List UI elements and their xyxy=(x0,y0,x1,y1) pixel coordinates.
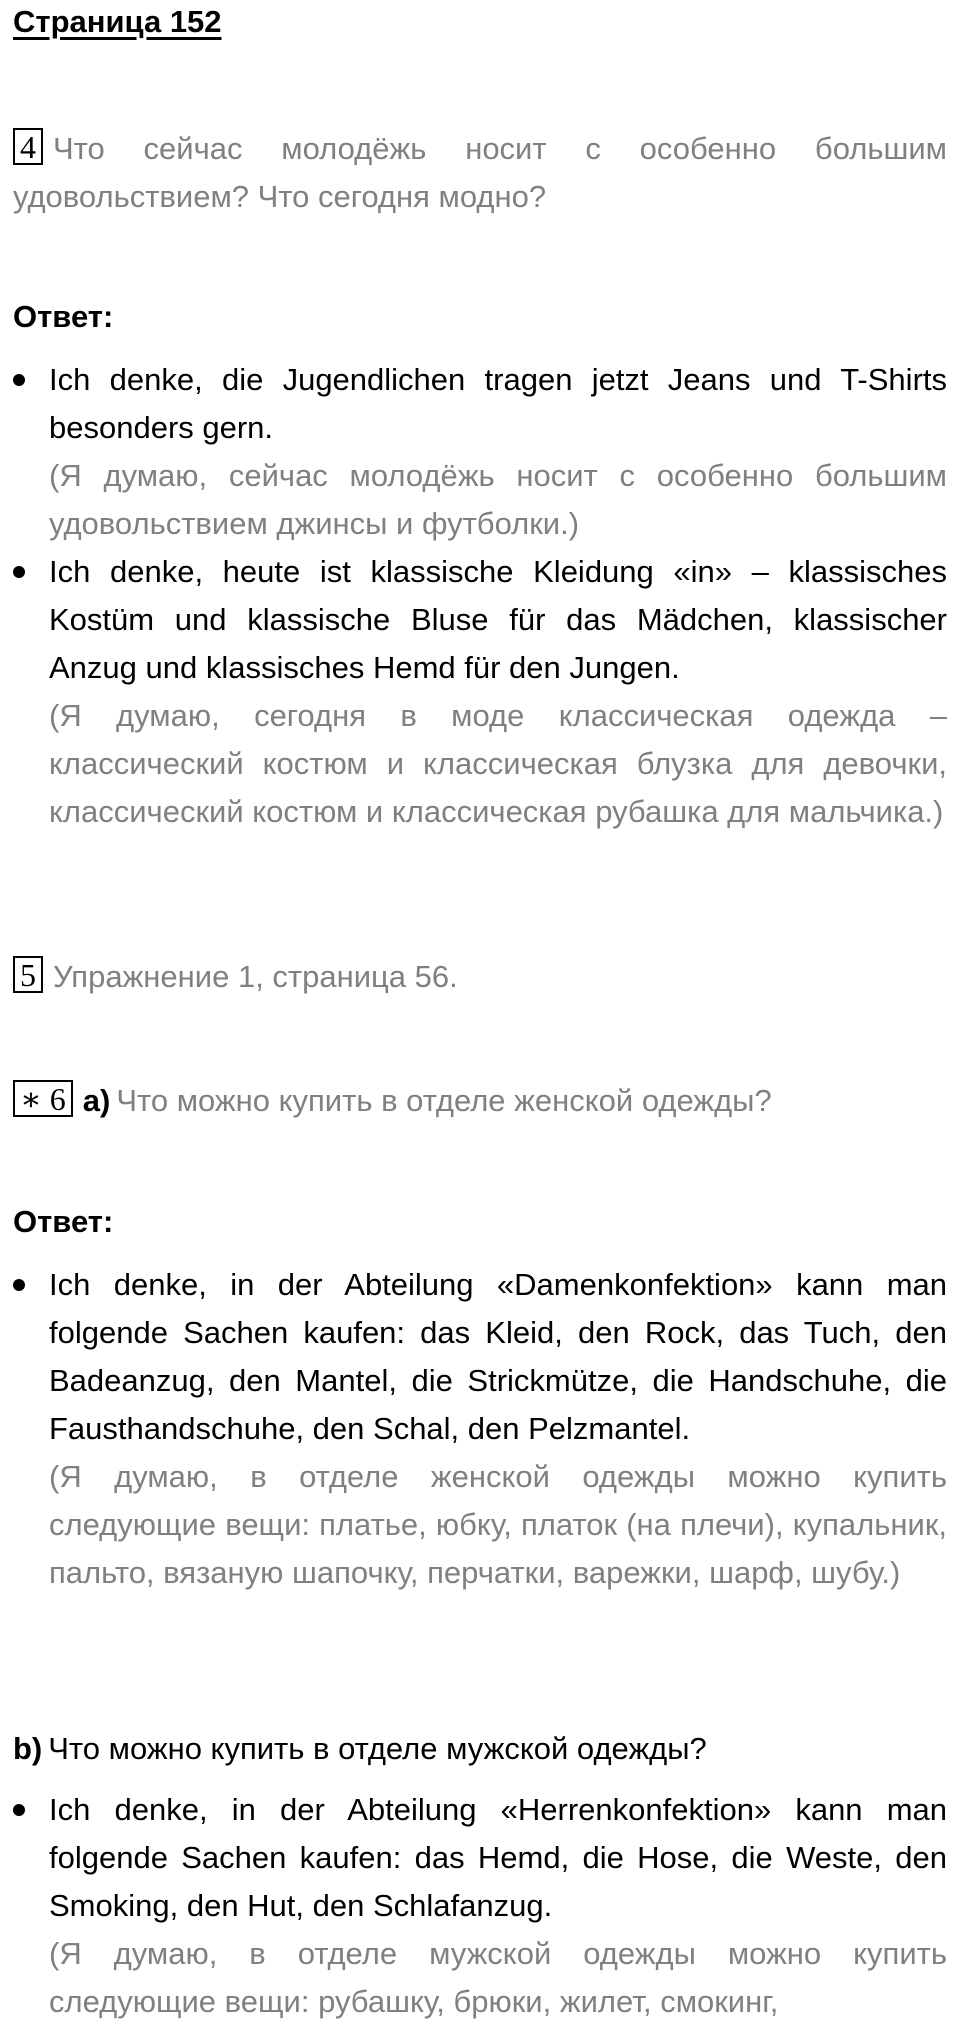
question-text: Что сейчас молодёжь носит с особенно большим удовольствием? Что сегодня модно? xyxy=(13,131,947,214)
question-6b xyxy=(13,1725,947,1773)
question-text: Что можно купить в отделе женской одежды? xyxy=(116,1083,772,1118)
answer-label: Ответ: xyxy=(13,299,114,334)
question-5 xyxy=(13,953,947,1001)
german-answer: Ich denke, in der Abteilung «Herrenkonfektion» kann man folgende Sachen kaufen: das Hemd, die Hose, die Weste, den Smoking, den Hut, den Schlafanzug. xyxy=(49,1792,947,1923)
bullet-icon xyxy=(13,1804,25,1816)
question-number-box: 4 xyxy=(13,128,43,165)
question-number-box: 5 xyxy=(13,956,43,993)
german-answer: Ich denke, in der Abteilung «Damenkonfektion» kann man folgende Sachen kaufen: das Kleid, den Rock, das Tuch, den Badeanzug, den Mantel, die Strickmütze, die Handschuhe, die Fausthandschuhe, den Schal, den Pelzmantel. xyxy=(49,1267,947,1446)
bullet-icon xyxy=(13,1279,25,1291)
question-6a xyxy=(13,1077,947,1125)
german-answer: Ich denke, die Jugendlichen tragen jetzt Jeans und T-Shirts besonders gern. xyxy=(49,362,947,445)
german-answer: Ich denke, heute ist klassische Kleidung «in» – klassisches Kostüm und klassische Bluse für das Mädchen, klassischer Anzug und klassisches Hemd für den Jungen. xyxy=(49,554,947,685)
page-title: Страница 152 xyxy=(13,4,222,39)
part-a-label: a) xyxy=(82,1083,111,1118)
russian-translation: (Я думаю, в отделе мужской одежды можно купить следующие вещи: рубашку, брюки, жилет, смокинг, xyxy=(49,1936,947,2019)
russian-translation: (Я думаю, в отделе женской одежды можно купить следующие вещи: платье, юбку, платок (на плечи), купальник, пальто, вязаную шапочку, перчатки, варежки, шарф, шубу.) xyxy=(49,1459,947,1590)
list-item xyxy=(13,548,947,836)
question-number-box: ∗ 6 xyxy=(13,1080,73,1117)
answer-label: Ответ: xyxy=(13,1204,114,1239)
answer-list xyxy=(13,1786,947,2026)
list-item xyxy=(13,1261,947,1597)
russian-translation: (Я думаю, сегодня в моде классическая одежда – классический костюм и классическая блузка для девочки, классический костюм и классическая рубашка для мальчика.) xyxy=(49,698,947,829)
answer-list xyxy=(13,1261,947,1597)
answer-list xyxy=(13,356,947,836)
bullet-icon xyxy=(13,374,25,386)
russian-translation: (Я думаю, сейчас молодёжь носит с особенно большим удовольствием джинсы и футболки.) xyxy=(49,458,947,541)
bullet-icon xyxy=(13,566,25,578)
question-4 xyxy=(13,125,947,221)
question-text: Упражнение 1, страница 56. xyxy=(53,959,458,994)
list-item xyxy=(13,356,947,548)
list-item xyxy=(13,1786,947,2026)
question-text: Что можно купить в отделе мужской одежды? xyxy=(48,1731,707,1766)
part-b-label: b) xyxy=(13,1731,43,1766)
